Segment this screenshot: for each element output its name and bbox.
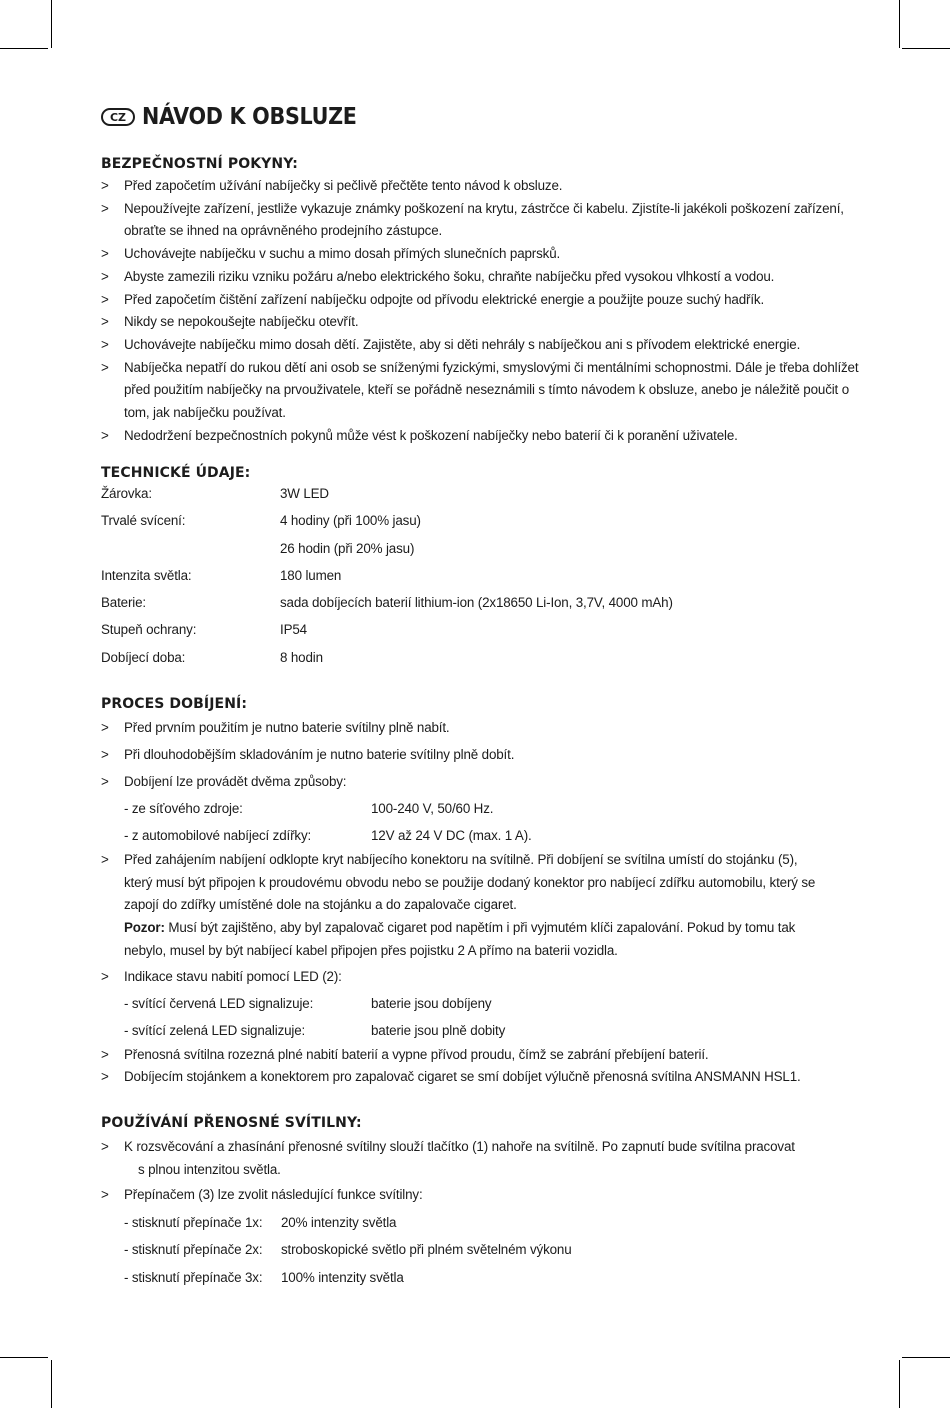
bullet-mark: >: [101, 720, 109, 735]
list-item: [101, 311, 861, 334]
page-title: NÁVOD K OBSLUZE: [142, 104, 357, 130]
spec-row: [101, 616, 861, 643]
list-item: [101, 357, 861, 425]
list-item: [101, 1136, 861, 1181]
bullet-mark: >: [101, 774, 109, 789]
warning-text: Musí být zajištěno, aby byl zapalovač cigaret pod napětím i při vyjmutém klíči zapalování. Pokud by tomu tak: [168, 920, 796, 936]
function-value: 100% intenzity světla: [281, 1269, 404, 1285]
spec-row: [101, 480, 861, 507]
technical-section: [101, 462, 861, 671]
spec-value: 180 lumen: [280, 567, 342, 583]
list-item-line: Uchovávejte nabíječku v suchu a mimo dosah přímých slunečních paprsků.: [124, 246, 561, 262]
spec-label: Dobíjecí doba:: [101, 649, 186, 665]
crop-mark: [0, 1357, 48, 1358]
bullet-mark: >: [101, 1139, 109, 1154]
warning-text: nebylo, musel by být nabíjecí kabel připojen přes pojistku 2 A přímo na baterii vozidla.: [124, 942, 618, 958]
list-item: [101, 425, 861, 448]
bullet-mark: >: [101, 1187, 109, 1203]
function-label: - stisknutí přepínače 1x:: [124, 1214, 263, 1230]
spec-row: [101, 589, 861, 616]
list-item-line: obraťte se ihned na oprávněného prodejního zástupce.: [124, 223, 443, 239]
list-item: [101, 741, 861, 768]
switch-function-row: [101, 1264, 861, 1292]
bullet-mark: >: [101, 747, 109, 762]
led-label: - svítící červená LED signalizuje:: [124, 995, 314, 1011]
charging-section: [101, 693, 861, 1089]
spec-value: 3W LED: [280, 486, 329, 501]
spec-label: Trvalé svícení:: [101, 513, 186, 529]
list-item-line: Nabíječka nepatří do rukou dětí ani osob se sníženými fyzickými, smyslovými či mentálními schopnostmi. Dále je třeba dohlížet: [124, 359, 859, 375]
list-item-line: před použitím nabíječky na prvouživatele, kteří se pořádně neseznámili s tímto návodem k obsluze, anebo je náležitě poučit o: [124, 382, 849, 398]
bullet-mark: >: [101, 1046, 109, 1062]
list-item-line: Před zahájením nabíjení odklopte kryt nabíjecího konektoru na svítilně. Při dobíjení se svítilna umístí do stojánku (5),: [124, 852, 798, 867]
bullet-mark: >: [101, 268, 109, 284]
list-item: [101, 1044, 861, 1067]
spec-label: Žárovka:: [101, 486, 152, 501]
function-value: stroboskopické světlo při plném světelném výkonu: [281, 1242, 572, 1258]
bullet-mark: >: [101, 178, 109, 193]
list-item: [101, 266, 861, 289]
function-label: - stisknutí přepínače 2x:: [124, 1242, 263, 1258]
list-item: [101, 768, 861, 795]
spec-label: Intenzita světla:: [101, 567, 192, 583]
led-status-row: [101, 990, 861, 1017]
bullet-mark: >: [101, 336, 109, 352]
switch-function-row: [101, 1209, 861, 1237]
list-item: [101, 963, 861, 990]
source-value: 100-240 V, 50/60 Hz.: [371, 801, 494, 816]
source-label: - z automobilové nabíjecí zdířky:: [124, 828, 312, 843]
bullet-mark: >: [101, 291, 109, 307]
spec-row: [101, 562, 861, 589]
list-item-line: který musí být připojen k proudovému obvodu nebo se použije dodaný konektor pro nabíjecí zdířku automobilu, který se: [124, 874, 816, 890]
spec-value: IP54: [280, 622, 307, 638]
list-item-text: Před prvním použitím je nutno baterie svítilny plně nabít.: [124, 720, 450, 735]
list-item-text: Při dlouhodobějším skladováním je nutno baterie svítilny plně dobít.: [124, 747, 515, 762]
bullet-mark: >: [101, 200, 109, 216]
spec-value: 4 hodiny (při 100% jasu): [280, 513, 421, 529]
list-item-line: Uchovávejte nabíječku mimo dosah dětí. Zajistěte, aby si děti nehrály s nabíječkou ani s přívodem elektrické energie.: [124, 336, 801, 352]
list-item-line: zapojí do zdířky umístěné dole na stojánku a do zapalovače cigaret.: [124, 897, 517, 913]
switch-function-row: [101, 1236, 861, 1264]
crop-mark: [51, 1360, 52, 1408]
list-item-line: tom, jak nabíječku používat.: [124, 405, 286, 421]
section-heading: PROCES DOBÍJENÍ:: [101, 696, 248, 712]
crop-mark: [899, 0, 900, 48]
safety-section: [101, 153, 861, 447]
spec-label: Baterie:: [101, 595, 146, 611]
spec-value: 8 hodin: [280, 649, 323, 665]
list-item-line: Před započetím čištění zařízení nabíječku odpojte od přívodu elektrické energie a použijte pouze suchý hadřík.: [124, 291, 765, 307]
led-value: baterie jsou dobíjeny: [371, 995, 492, 1011]
section-heading: BEZPEČNOSTNÍ POKYNY:: [101, 156, 298, 172]
crop-mark: [902, 48, 950, 49]
spec-value: 26 hodin (při 20% jasu): [280, 540, 415, 556]
spec-row: [101, 644, 861, 671]
spec-row: [101, 535, 861, 562]
spec-row: [101, 507, 861, 534]
technical-table: [101, 480, 861, 671]
led-value: baterie jsou plně dobity: [371, 1022, 506, 1038]
list-item-line: Abyste zamezili riziku vzniku požáru a/nebo elektrického šoku, chraňte nabíječku před vysokou vlhkostí a vodou.: [124, 268, 775, 284]
bullet-mark: >: [101, 314, 109, 330]
spec-label: Stupeň ochrany:: [101, 622, 197, 638]
led-label: - svítící zelená LED signalizuje:: [124, 1022, 306, 1038]
section-heading: TECHNICKÉ ÚDAJE:: [101, 465, 251, 481]
bullet-mark: >: [101, 852, 109, 867]
crop-mark: [51, 0, 52, 48]
bullet-mark: >: [101, 359, 109, 375]
list-item-text: Dobíjecím stojánkem a konektorem pro zapalovač cigaret se smí dobíjet výlučně přenosná svítilna ANSMANN HSL1.: [124, 1069, 801, 1085]
crop-mark: [902, 1357, 950, 1358]
bullet-mark: >: [101, 246, 109, 262]
list-item: [101, 198, 861, 243]
list-item: [101, 289, 861, 312]
document-header: [101, 104, 357, 130]
list-item-line: Nikdy se nepokoušejte nabíječku otevřít.: [124, 314, 359, 330]
crop-mark: [0, 48, 48, 49]
led-status-row: [101, 1017, 861, 1044]
crop-mark: [899, 1360, 900, 1408]
list-item: [101, 243, 861, 266]
list-item-line: Před započetím užívání nabíječky si pečlivě přečtěte tento návod k obsluze.: [124, 178, 563, 193]
list-item-line: Nedodržení bezpečnostních pokynů může vést k poškození nabíječky nebo baterií či k poranění uživatele.: [124, 427, 738, 443]
function-label: - stisknutí přepínače 3x:: [124, 1269, 263, 1285]
source-label: - ze síťového zdroje:: [124, 801, 243, 816]
list-item: [101, 714, 861, 741]
list-item-line: s plnou intenzitou světla.: [138, 1161, 281, 1177]
list-item: [101, 1066, 861, 1089]
charging-source-row: [101, 822, 861, 849]
list-item: [101, 849, 861, 963]
list-item-line: Nepoužívejte zařízení, jestliže vykazuje známky poškození na krytu, zástrčce či kabelu. Zjistíte-li jakékoli poškození zařízení,: [124, 200, 844, 216]
list-item-text: Přenosná svítilna rozezná plné nabití baterií a vypne přívod proudu, čímž se zabrání přebíjení baterií.: [124, 1046, 709, 1062]
list-item-line: K rozsvěcování a zhasínání přenosné svítilny slouží tlačítko (1) nahoře na svítilně. Po zapnutí bude svítilna pracovat: [124, 1139, 795, 1154]
charging-source-row: [101, 795, 861, 822]
usage-section: [101, 1112, 861, 1291]
bullet-mark: >: [101, 1069, 109, 1085]
warning-note: [124, 917, 861, 940]
list-item-text: Dobíjení lze provádět dvěma způsoby:: [124, 774, 347, 789]
warning-label: Pozor:: [124, 920, 165, 936]
spec-label: [101, 535, 280, 562]
function-value: 20% intenzity světla: [281, 1214, 397, 1230]
source-value: 12V až 24 V DC (max. 1 A).: [371, 828, 532, 843]
safety-list: [101, 175, 861, 447]
language-badge: CZ: [101, 108, 135, 126]
list-item-text: Přepínačem (3) lze zvolit následující funkce svítilny:: [124, 1187, 423, 1203]
bullet-mark: >: [101, 427, 109, 443]
list-item-text: Indikace stavu nabití pomocí LED (2):: [124, 968, 342, 984]
list-item: [101, 175, 861, 198]
bullet-mark: >: [101, 968, 109, 984]
section-heading: POUŽÍVÁNÍ PŘENOSNÉ SVÍTILNY:: [101, 1115, 362, 1131]
list-item: [101, 334, 861, 357]
spec-value: sada dobíjecích baterií lithium-ion (2x18650 Li-Ion, 3,7V, 4000 mAh): [280, 595, 673, 611]
list-item: [101, 1181, 861, 1209]
